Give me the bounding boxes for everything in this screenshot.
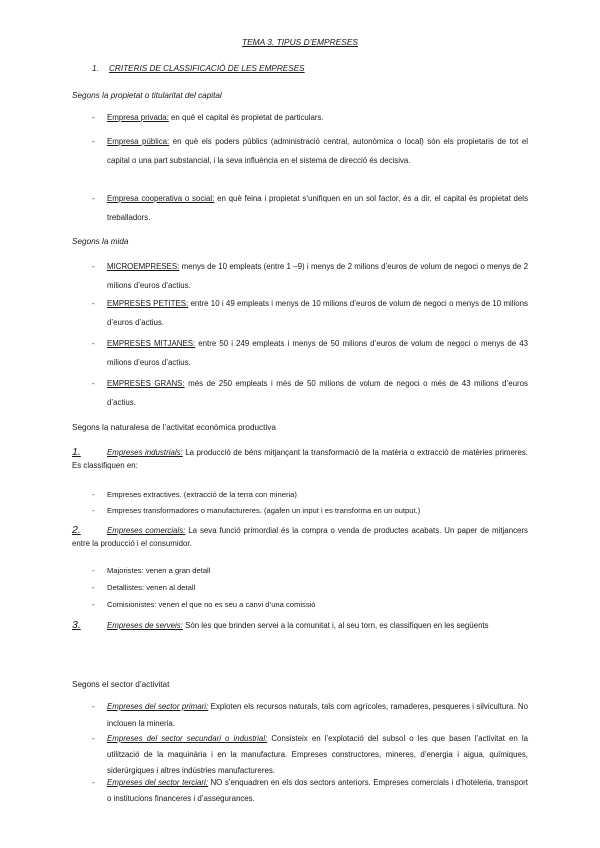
item-text: NO s’enquadren en els dos sectors anteriors. Empreses comercials i d’hoteleria, transport o institucions financeres i d’assegurances.: [107, 778, 528, 803]
list-item: - Detallistes: venen al detall: [92, 583, 528, 592]
item-text: en què el capital és propietat de particulars.: [168, 113, 324, 122]
item-text: en què els poders públics (administració central, autonòmica o local) són els propietaris de tot el capital o una part substancial, i la seva influència en el sistema de direcció és decisiva.: [107, 137, 528, 165]
numbered-paragraph: [72, 446, 528, 472]
item-text: Majoristes: venen a gran detall: [107, 566, 211, 575]
item-term: Empresa privada:: [107, 113, 169, 122]
item-text: Empreses transformadores o manufactureres. (agafen un input i es transforma en un output.): [107, 506, 421, 515]
heading-mida: Segons la mida: [72, 237, 129, 246]
item-term: Empreses del sector terciari:: [107, 778, 208, 787]
list-item: - Majoristes: venen a gran detall: [92, 566, 528, 575]
heading-propietat: Segons la propietat o titularitat del capital: [72, 91, 222, 100]
list-item: - Empresa cooperativa o social: en què feina i propietat s’unifiquen en un sol factor, és a dir, el capital és propietat dels treballadors.: [92, 194, 529, 222]
item-text: Comisionistes: venen el que no es seu a canvi d’una comissió: [107, 600, 316, 609]
heading-sector: Segons el sector d’activitat: [72, 680, 170, 689]
paragraph-number: 3.: [72, 619, 81, 631]
item-text: entre 10 i 49 empleats i menys de 10 milions d’euros de volum de negoci o menys de 10 milions d’euros d’actius.: [107, 299, 528, 327]
list-item: - Empresa privada: en què el capital és propietat de particulars.: [92, 113, 324, 122]
paragraph-number: 1.: [72, 446, 81, 458]
item-text: Detallistes: venen al detall: [107, 583, 196, 592]
paragraph-text: La seva funció primordial és la compra o venda de productes acabats. Un paper de mitjancers entre la producció i el consumidor.: [72, 526, 528, 548]
item-term: Empresa pública:: [107, 137, 170, 146]
list-item: - EMPRESES GRANS: més de 250 empleats i més de 50 milions de volum de negoci o més de 43 milions d’euros d’actius.: [92, 379, 528, 407]
item-term: MICROEMPRESES:: [107, 262, 180, 271]
paragraph-term: Empreses industrials:: [107, 448, 183, 457]
page-title: TEMA 3. TIPUS D’EMPRESES: [241, 37, 359, 47]
heading-naturalesa: Segons la naturalesa de l’activitat econòmica productiva: [72, 423, 276, 432]
list-item: - Empreses extractives. (extracció de la terra con mineria): [92, 490, 528, 499]
item-text: Exploten els recursos naturals, tals com agrícoles, ramaderes, pesqueres i silvicultura. No inclouen la mineria.: [107, 702, 529, 728]
list-item: - EMPRESES PETITES: entre 10 i 49 empleats i menys de 10 milions d’euros de volum de negoci o menys de 10 milions d’euros d’actius.: [92, 299, 528, 327]
item-text: en què feina i propietat s’unifiquen en un sol factor, és a dir, el capital és propietat dels treballadors.: [107, 194, 529, 222]
list-item: - Empreses del sector primari: Exploten els recursos naturals, tals com agrícoles, ramaderes, pesqueres i silvicultura. No inclouen la mineria.: [92, 702, 529, 728]
numbered-paragraph: [72, 619, 528, 632]
item-text: Consisteix en l’explotació del subsol o les que basen l’activitat en la utilització de la maquinària i en la manufactura. Empreses constructores, mineres, d’energia i aigua, químiques, siderúrgiques i altres indústries manufactureres.: [107, 734, 529, 775]
item-text: menys de 10 empleats (entre 1 –9) i menys de 2 milions d’euros de volum de negoci o menys de 2 milions d’euros d’actius.: [107, 262, 528, 290]
item-text: entre 50 i 249 empleats i menys de 50 milions d’euros de volum de negoci o menys de 43 milions d’euros d’actius.: [107, 339, 528, 367]
item-term: Empresa cooperativa o social:: [107, 194, 215, 203]
list-item: - MICROEMPRESES: menys de 10 empleats (entre 1 –9) i menys de 2 milions d’euros de volum de negoci o menys de 2 milions d’euros d’actius.: [92, 262, 528, 290]
list-item: - Empreses transformadores o manufactureres. (agafen un input i es transforma en un output.): [92, 506, 528, 515]
item-text: Empreses extractives. (extracció de la terra con mineria): [107, 490, 297, 499]
item-term: EMPRESES GRANS:: [107, 379, 185, 388]
paragraph-text: Són les que brinden servei a la comunitat i, al seu torn, es classifiquen en les següents: [182, 621, 489, 630]
list-item: - EMPRESES MITJANES: entre 50 i 249 empleats i menys de 50 milions d’euros de volum de negoci o menys de 43 milions d’euros d’actius.: [92, 339, 528, 367]
list-item: - Empreses del sector terciari: NO s’enquadren en els dos sectors anteriors. Empreses comercials i d’hoteleria, transport o institucions financeres i d’assegurances.: [92, 778, 528, 803]
section-title: CRITERIS DE CLASSIFICACIÓ DE LES EMPRESES: [109, 64, 305, 73]
section-heading: [92, 64, 305, 73]
list-item: - Empreses del sector secundari o industrial: Consisteix en l’explotació del subsol o les que basen l’activitat en la utilització de la maquinària i en la manufactura. Empreses constructores, mineres, d’energia i aigua, químiques, siderúrgiques i altres indústries manufactureres.: [92, 734, 529, 775]
numbered-paragraph: [72, 524, 528, 550]
item-term: EMPRESES MITJANES:: [107, 339, 196, 348]
paragraph-number: 2.: [72, 524, 81, 536]
section-number: 1.: [92, 64, 99, 73]
item-term: Empreses del sector primari:: [107, 702, 209, 711]
paragraph-term: Empreses comercials:: [107, 526, 186, 535]
paragraph-text: La producció de béns mitjançant la transformació de la matèria o extracció de matèries primeres. Es classifiquen en:: [72, 448, 528, 470]
list-item: - Empresa pública: en què els poders públics (administració central, autonòmica o local) són els propietaris de tot el capital o una part substancial, i la seva influència en el sistema de direcció és decisiva.: [92, 137, 528, 165]
item-term: EMPRESES PETITES:: [107, 299, 189, 308]
paragraph-term: Empreses de serveis:: [107, 621, 183, 630]
item-term: Empreses del sector secundari o industrial:: [107, 734, 268, 743]
item-text: més de 250 empleats i més de 50 milions de volum de negoci o més de 43 milions d’euros d’actius.: [107, 379, 528, 407]
list-item: - Comisionistes: venen el que no es seu a canvi d’una comissió: [92, 600, 528, 609]
